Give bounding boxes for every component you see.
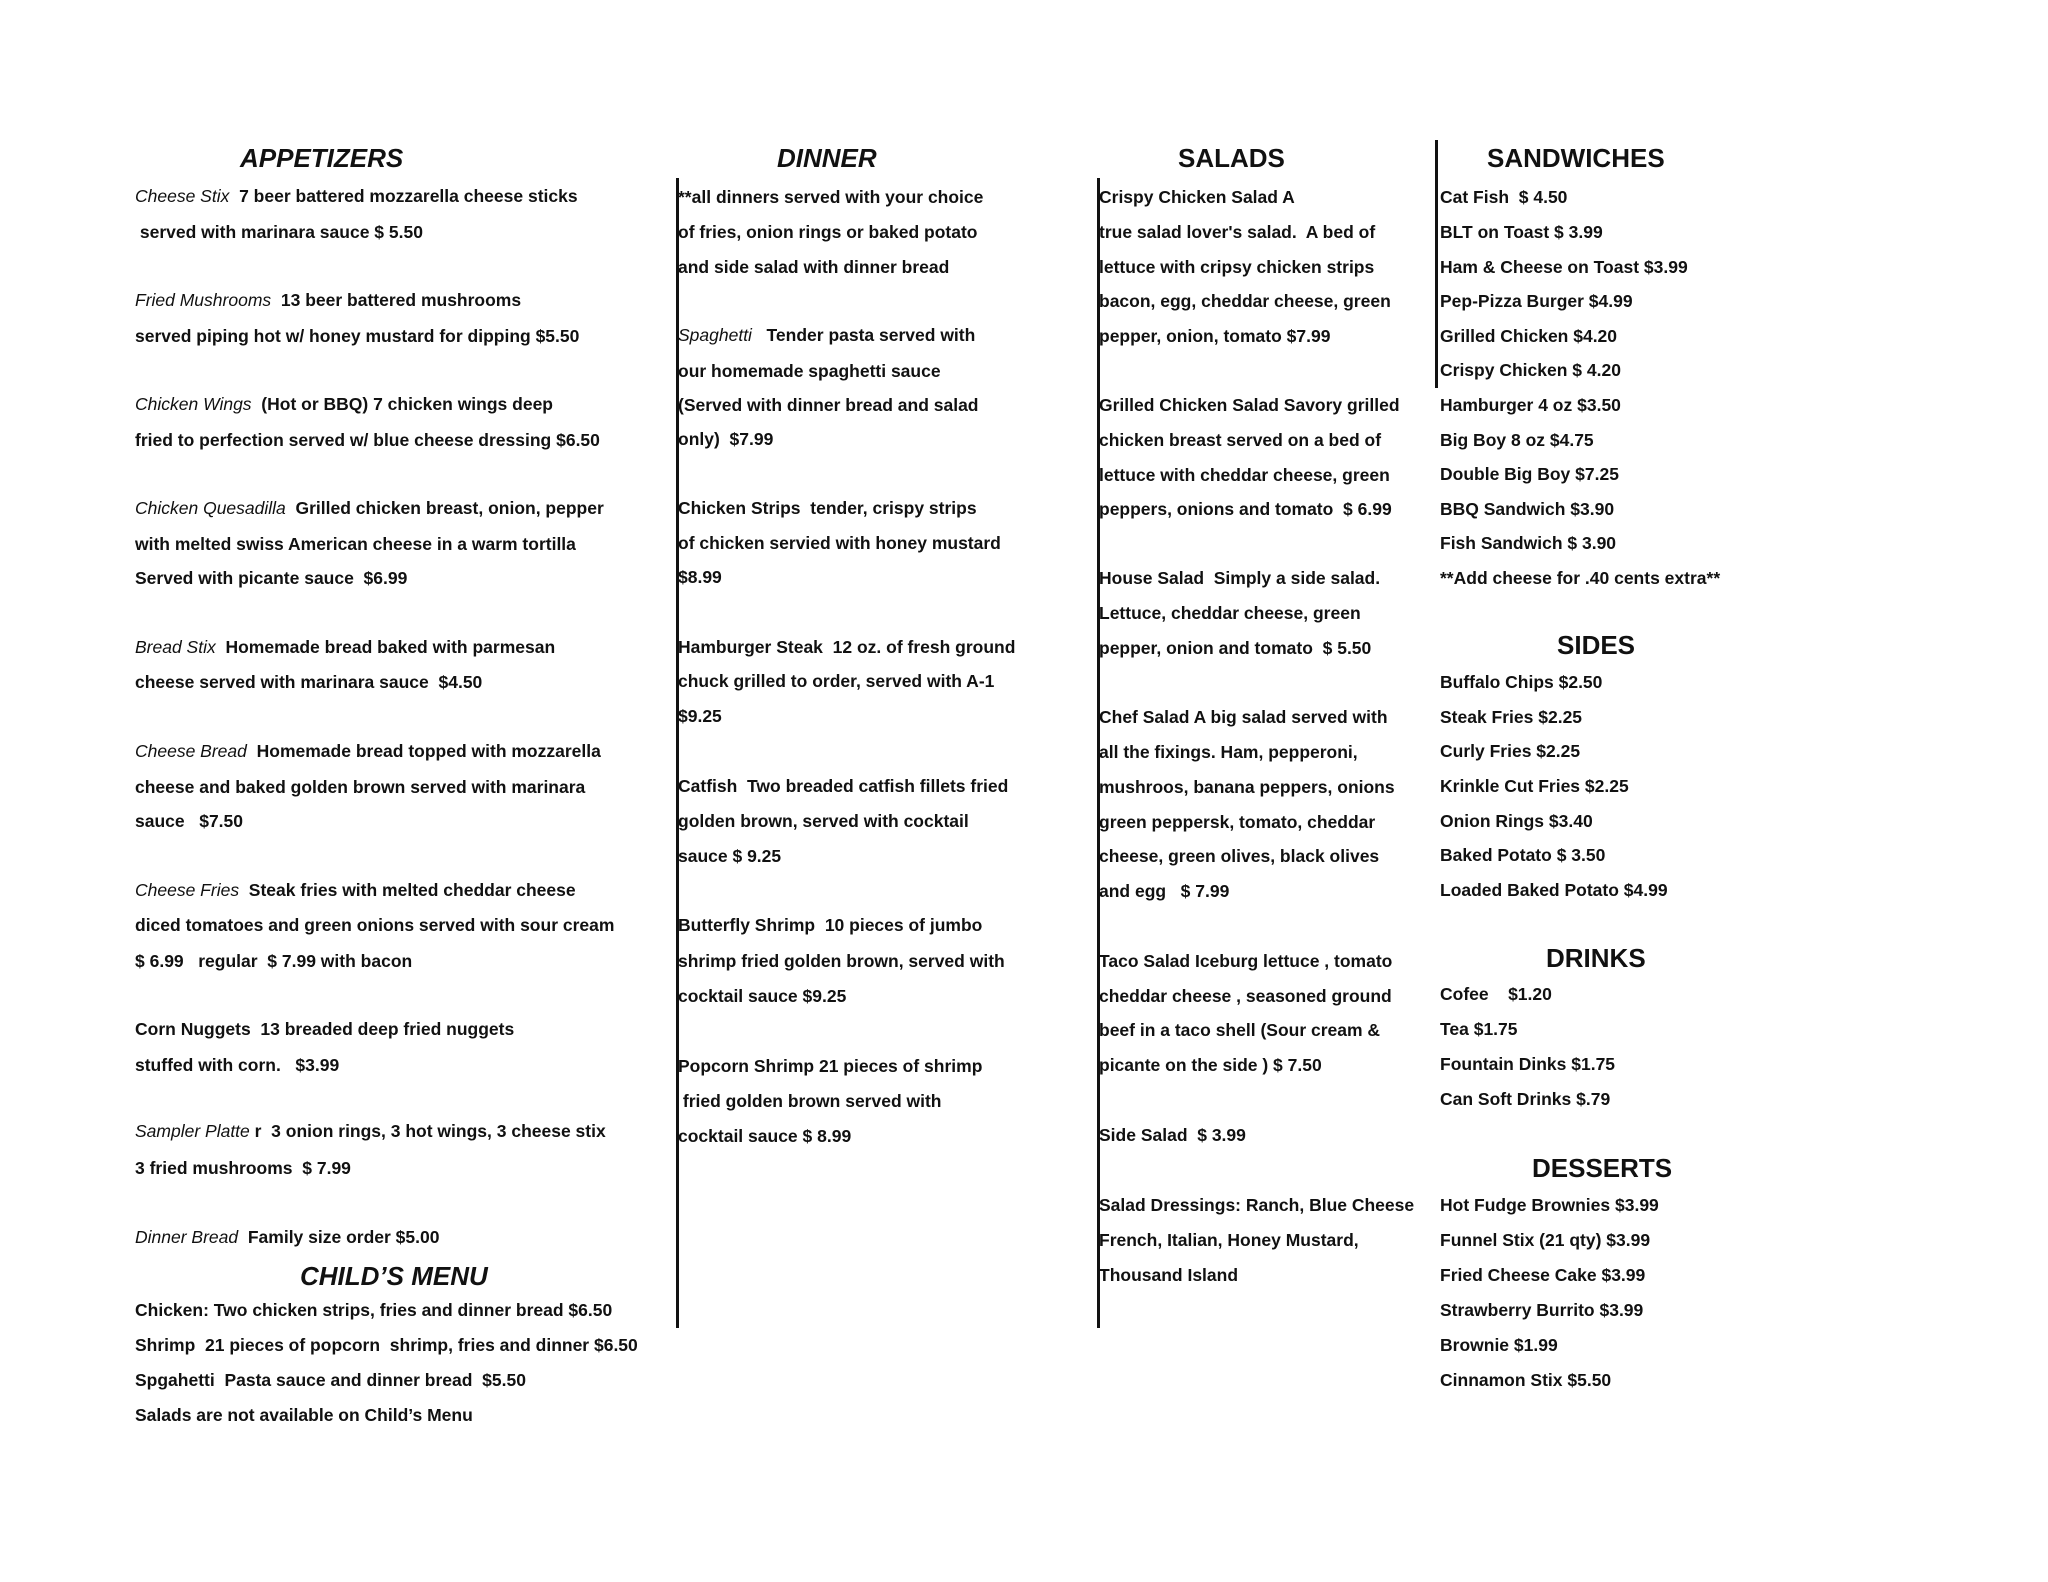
menu-line bbox=[678, 636, 1015, 658]
menu-line bbox=[678, 221, 977, 243]
item-text: chuck grilled to order, served with A-1 bbox=[678, 671, 995, 691]
menu-line bbox=[678, 1125, 851, 1147]
item-text: Butterfly Shrimp 10 pieces of jumbo bbox=[678, 915, 983, 935]
item-text: of chicken servied with honey mustard bbox=[678, 533, 1001, 553]
item-text: fried to perfection served w/ blue cheese dressing $6.50 bbox=[135, 430, 600, 450]
item-text: Homemade bread topped with mozzarella bbox=[246, 741, 601, 761]
menu-line: Cat Fish $ 4.50 bbox=[1440, 187, 1568, 207]
menu-line bbox=[678, 1090, 942, 1112]
item-text: 3 fried mushrooms $ 7.99 bbox=[135, 1158, 351, 1178]
menu-line: Taco Salad Iceburg lettuce , tomato bbox=[1099, 951, 1393, 971]
menu-line bbox=[135, 810, 243, 832]
menu-line: pepper, onion and tomato $ 5.50 bbox=[1099, 638, 1372, 658]
item-text: (Hot or BBQ) 7 chicken wings deep bbox=[251, 394, 553, 414]
menu-line: all the fixings. Ham, pepperoni, bbox=[1099, 742, 1358, 762]
item-text: sauce $ 9.25 bbox=[678, 846, 782, 866]
menu-line: Steak Fries $2.25 bbox=[1440, 707, 1583, 727]
item-text: cheese and baked golden brown served with marinara bbox=[135, 777, 586, 797]
item-name: Cheese Bread bbox=[135, 741, 247, 761]
menu-line: green peppersk, tomato, cheddar bbox=[1099, 812, 1376, 832]
item-text: of fries, onion rings or baked potato bbox=[678, 222, 978, 242]
drinks-heading: DRINKS bbox=[1546, 943, 1646, 973]
item-text: Family size order $5.00 bbox=[238, 1227, 440, 1247]
menu-line: Pep-Pizza Burger $4.99 bbox=[1440, 291, 1633, 311]
menu-line: Salad Dressings: Ranch, Blue Cheese bbox=[1099, 1195, 1415, 1215]
menu-line bbox=[678, 950, 1005, 972]
item-name: Chicken Quesadilla bbox=[135, 498, 286, 518]
menu-line: true salad lover's salad. A bed of bbox=[1099, 222, 1376, 242]
menu-line: Side Salad $ 3.99 bbox=[1099, 1125, 1246, 1145]
item-text: shrimp fried golden brown, served with bbox=[678, 951, 1005, 971]
childs-menu-heading: CHILD’S MENU bbox=[300, 1261, 488, 1291]
item-name: Cheese Fries bbox=[135, 880, 240, 900]
item-text: served piping hot w/ honey mustard for dipping $5.50 bbox=[135, 326, 580, 346]
item-text: Grilled chicken breast, onion, pepper bbox=[285, 498, 604, 518]
menu-line: Strawberry Burrito $3.99 bbox=[1440, 1300, 1644, 1320]
item-text: Tender pasta served with bbox=[751, 325, 976, 345]
menu-line: Baked Potato $ 3.50 bbox=[1440, 845, 1606, 865]
menu-line bbox=[135, 776, 585, 798]
menu-line bbox=[135, 289, 521, 311]
item-text: with melted swiss American cheese in a warm tortilla bbox=[135, 534, 576, 554]
menu-line: Tea $1.75 bbox=[1440, 1019, 1518, 1039]
menu-line bbox=[135, 950, 412, 972]
menu-line: bacon, egg, cheddar cheese, green bbox=[1099, 291, 1391, 311]
item-name: Bread Stix bbox=[135, 637, 216, 657]
menu-line: Grilled Chicken $4.20 bbox=[1440, 326, 1618, 346]
dinner-heading: DINNER bbox=[777, 143, 877, 173]
item-text: cheese served with marinara sauce $4.50 bbox=[135, 672, 483, 692]
menu-line: BLT on Toast $ 3.99 bbox=[1440, 222, 1603, 242]
menu-line: Fountain Dinks $1.75 bbox=[1440, 1054, 1616, 1074]
menu-line bbox=[678, 324, 975, 346]
menu-line: beef in a taco shell (Sour cream & bbox=[1099, 1020, 1381, 1040]
menu-line: Crispy Chicken Salad A bbox=[1099, 187, 1295, 207]
menu-line: Salads are not available on Child’s Menu bbox=[135, 1405, 473, 1425]
menu-line: Hamburger 4 oz $3.50 bbox=[1440, 395, 1621, 415]
menu-line bbox=[135, 429, 600, 451]
menu-line bbox=[135, 1054, 339, 1076]
menu-line bbox=[678, 670, 994, 692]
menu-line bbox=[135, 879, 576, 901]
menu-line bbox=[135, 1120, 606, 1142]
menu-line: Can Soft Drinks $.79 bbox=[1440, 1089, 1611, 1109]
menu-line bbox=[678, 914, 982, 936]
item-text: Popcorn Shrimp 21 pieces of shrimp bbox=[678, 1056, 983, 1076]
item-text: 7 beer battered mozzarella cheese sticks bbox=[229, 186, 578, 206]
menu-line: BBQ Sandwich $3.90 bbox=[1440, 499, 1615, 519]
item-name: Fried Mushrooms bbox=[135, 290, 272, 310]
menu-line bbox=[135, 671, 482, 693]
item-text: and side salad with dinner bread bbox=[678, 257, 950, 277]
menu-line bbox=[135, 567, 407, 589]
menu-line: House Salad Simply a side salad. bbox=[1099, 568, 1381, 588]
item-name: Dinner Bread bbox=[135, 1227, 239, 1247]
divider-3 bbox=[1435, 140, 1438, 388]
menu-line: Double Big Boy $7.25 bbox=[1440, 464, 1619, 484]
item-text: diced tomatoes and green onions served with sour cream bbox=[135, 915, 615, 935]
item-text: cocktail sauce $9.25 bbox=[678, 986, 847, 1006]
sandwiches-heading: SANDWICHES bbox=[1487, 143, 1665, 173]
menu-line: Chicken: Two chicken strips, fries and dinner bread $6.50 bbox=[135, 1300, 613, 1320]
menu-line: Shrimp 21 pieces of popcorn shrimp, fries and dinner $6.50 bbox=[135, 1335, 638, 1355]
menu-line bbox=[678, 532, 1001, 554]
menu-line: Onion Rings $3.40 bbox=[1440, 811, 1593, 831]
item-text: Served with picante sauce $6.99 bbox=[135, 568, 408, 588]
menu-line: Krinkle Cut Fries $2.25 bbox=[1440, 776, 1629, 796]
menu-line: Fish Sandwich $ 3.90 bbox=[1440, 533, 1617, 553]
item-text: served with marinara sauce $ 5.50 bbox=[135, 222, 423, 242]
item-text: **all dinners served with your choice bbox=[678, 187, 984, 207]
menu-line: Curly Fries $2.25 bbox=[1440, 741, 1581, 761]
menu-line: **Add cheese for .40 cents extra** bbox=[1440, 568, 1721, 588]
menu-line bbox=[678, 497, 977, 519]
sides-heading: SIDES bbox=[1557, 630, 1636, 660]
menu-line: Hot Fudge Brownies $3.99 bbox=[1440, 1195, 1659, 1215]
menu-line bbox=[135, 221, 423, 243]
menu-line: Cinnamon Stix $5.50 bbox=[1440, 1370, 1612, 1390]
salads-heading: SALADS bbox=[1178, 143, 1285, 173]
menu-line: Crispy Chicken $ 4.20 bbox=[1440, 360, 1621, 380]
item-text: Steak fries with melted cheddar cheese bbox=[239, 880, 576, 900]
menu-line: lettuce with cheddar cheese, green bbox=[1099, 465, 1390, 485]
menu-line bbox=[678, 428, 773, 450]
item-text: Chicken Strips tender, crispy strips bbox=[678, 498, 977, 518]
menu-line bbox=[135, 393, 553, 415]
menu-line bbox=[135, 740, 601, 762]
item-name: Sampler Platte bbox=[135, 1121, 250, 1141]
menu-line bbox=[678, 360, 941, 382]
item-text: stuffed with corn. $3.99 bbox=[135, 1055, 340, 1075]
menu-line bbox=[135, 1157, 351, 1179]
menu-line bbox=[678, 186, 983, 208]
item-text: our homemade spaghetti sauce bbox=[678, 361, 941, 381]
menu-line: Thousand Island bbox=[1099, 1265, 1239, 1285]
menu-line: and egg $ 7.99 bbox=[1099, 881, 1230, 901]
menu-line: chicken breast served on a bed of bbox=[1099, 430, 1382, 450]
menu-line: pepper, onion, tomato $7.99 bbox=[1099, 326, 1331, 346]
item-text: fried golden brown served with bbox=[678, 1091, 942, 1111]
item-text: golden brown, served with cocktail bbox=[678, 811, 969, 831]
menu-line: Brownie $1.99 bbox=[1440, 1335, 1558, 1355]
menu-line: picante on the side ) $ 7.50 bbox=[1099, 1055, 1322, 1075]
menu-line bbox=[678, 845, 781, 867]
menu-line: French, Italian, Honey Mustard, bbox=[1099, 1230, 1359, 1250]
menu-line bbox=[135, 325, 579, 347]
item-text: cocktail sauce $ 8.99 bbox=[678, 1126, 852, 1146]
item-text: (Served with dinner bread and salad bbox=[678, 395, 979, 415]
menu-line bbox=[135, 533, 576, 555]
menu-line bbox=[678, 1055, 982, 1077]
item-text: $9.25 bbox=[678, 706, 722, 726]
menu-line bbox=[678, 775, 1008, 797]
menu-line bbox=[135, 497, 604, 519]
item-text: $ 6.99 regular $ 7.99 with bacon bbox=[135, 951, 413, 971]
menu-line bbox=[135, 1226, 439, 1248]
menu-line: Ham & Cheese on Toast $3.99 bbox=[1440, 257, 1688, 277]
menu-line bbox=[678, 810, 969, 832]
menu-line bbox=[678, 705, 722, 727]
menu-line: cheddar cheese , seasoned ground bbox=[1099, 986, 1392, 1006]
menu-line: cheese, green olives, black olives bbox=[1099, 846, 1380, 866]
menu-line: peppers, onions and tomato $ 6.99 bbox=[1099, 499, 1392, 519]
menu-line bbox=[678, 256, 949, 278]
menu-line: Fried Cheese Cake $3.99 bbox=[1440, 1265, 1646, 1285]
item-text: Homemade bread baked with parmesan bbox=[215, 637, 556, 657]
item-name: Cheese Stix bbox=[135, 186, 230, 206]
item-text: $8.99 bbox=[678, 567, 722, 587]
menu-line bbox=[678, 985, 846, 1007]
item-text: sauce $7.50 bbox=[135, 811, 243, 831]
menu-line bbox=[678, 566, 722, 588]
menu-line: lettuce with cripsy chicken strips bbox=[1099, 257, 1375, 277]
menu-line: Grilled Chicken Salad Savory grilled bbox=[1099, 395, 1400, 415]
desserts-heading: DESSERTS bbox=[1532, 1153, 1673, 1183]
menu-line: Loaded Baked Potato $4.99 bbox=[1440, 880, 1668, 900]
item-name: Chicken Wings bbox=[135, 394, 252, 414]
item-text: Catfish Two breaded catfish fillets fried bbox=[678, 776, 1009, 796]
menu-line: mushroos, banana peppers, onions bbox=[1099, 777, 1395, 797]
menu-line bbox=[135, 1018, 514, 1040]
menu-line: Big Boy 8 oz $4.75 bbox=[1440, 430, 1594, 450]
menu-line bbox=[678, 394, 979, 416]
menu-line bbox=[135, 914, 614, 936]
menu-line: Chef Salad A big salad served with bbox=[1099, 707, 1388, 727]
menu-line: Buffalo Chips $2.50 bbox=[1440, 672, 1603, 692]
menu-line: Lettuce, cheddar cheese, green bbox=[1099, 603, 1361, 623]
appetizers-heading: APPETIZERS bbox=[240, 143, 404, 173]
item-text: 13 beer battered mushrooms bbox=[271, 290, 522, 310]
menu-line: Funnel Stix (21 qty) $3.99 bbox=[1440, 1230, 1651, 1250]
menu-line: Cofee $1.20 bbox=[1440, 984, 1552, 1004]
menu-line: Spgahetti Pasta sauce and dinner bread $5.50 bbox=[135, 1370, 526, 1390]
divider-1 bbox=[676, 178, 679, 1328]
item-text: Hamburger Steak 12 oz. of fresh ground bbox=[678, 637, 1016, 657]
item-text: only) $7.99 bbox=[678, 429, 774, 449]
item-text: r 3 onion rings, 3 hot wings, 3 cheese stix bbox=[249, 1121, 606, 1141]
menu-line bbox=[135, 636, 555, 658]
menu-line bbox=[135, 185, 578, 207]
item-text: Corn Nuggets 13 breaded deep fried nuggets bbox=[135, 1019, 515, 1039]
item-name: Spaghetti bbox=[678, 325, 752, 345]
